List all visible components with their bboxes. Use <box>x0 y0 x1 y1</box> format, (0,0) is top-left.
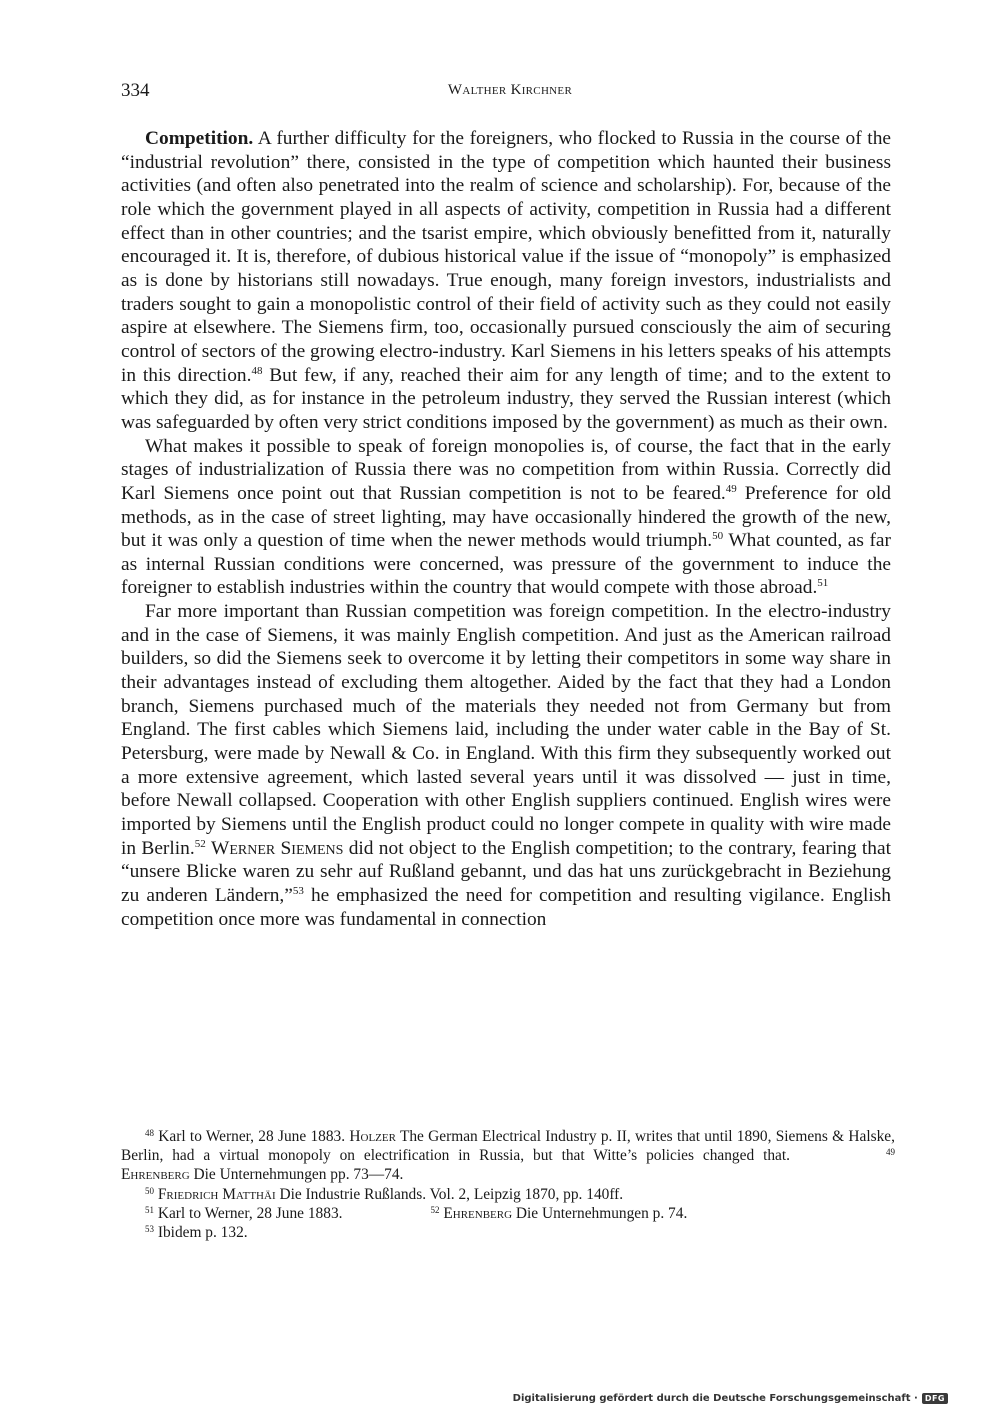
person-name: Werner Siemens <box>211 837 344 859</box>
author-name: Ehrenberg <box>121 1166 190 1184</box>
digitization-credit <box>513 1393 948 1404</box>
author-name: Ehrenberg <box>443 1204 513 1222</box>
footnote-number: 49 <box>886 1147 895 1158</box>
footnote-ref[interactable]: 52 <box>194 837 206 850</box>
paragraph-3 <box>121 600 891 931</box>
footnote-text: Ibidem p. 132. <box>154 1224 248 1242</box>
footnote-48 <box>121 1127 895 1185</box>
paragraph-text: Far more important than Russian competition was foreign competition. In the electro-industry and in the case of Siemens, it was mainly English competition. And just as the American railroad builders, so did the Siemens seek to overcome it by letting their competitors in some way share in their advantages instead of excluding them altogether. Aided by the fact that they had a London branch, Siemens purchased much of the materials they needed not from Germany but from England. The first cables which Siemens laid, including the under water cable in the Bay of St. Petersburg, were made by Newall & Co. in England. With this firm they subsequently worked out a more extensive agreement, which lasted several years until it was dissolved — just in time, before Newall collapsed. Cooperation with other English suppliers continued. English wires were imported by Siemens until the English product could no longer compete in quality with wire made in Berlin. <box>121 601 891 859</box>
paragraph-2 <box>121 435 891 601</box>
footnote-ref[interactable]: 50 <box>712 530 724 543</box>
running-head: Walther Kirchner <box>447 82 573 98</box>
section-title: Competition. <box>145 128 254 149</box>
paragraph-text: A further difficulty for the foreigners, who flocked to Russia in the course of the “industrial revolution” there, consisted in the type of competition which haunted their business activities (and often also penetrated into the realm of science and scholarship). For, because of the role which the government played in all aspects of activity, competition in Russia had a different effect than in other countries; and the tsarist empire, which obviously benefitted from it, naturally encouraged it. It is, therefore, of dubious historical value if the issue of “monopoly” is emphasized as is done by historians still nowadays. True enough, many foreign investors, industrialists and traders sought to gain a monopolistic control of their field of activity such as they could not easily aspire at elsewhere. The Siemens firm, too, occasionally pursued consciously the aim of securing control of sectors of the growing electro-industry. Karl Siemens in his letters speaks of his attempts in this direction. <box>121 128 891 386</box>
paragraph-text: What makes it possible to speak of foreign monopolies is, of course, the fact that in the early stages of industrialization of Russia there was no competition from within Russia. Correctly did Karl Siemens once point out that Russian competition is not to be feared. <box>121 435 891 504</box>
footnote-ref[interactable]: 49 <box>725 482 737 495</box>
paragraph-1 <box>121 127 891 435</box>
footnote-number: 53 <box>145 1224 154 1235</box>
dfg-logo-icon: DFG <box>922 1393 948 1404</box>
footnote-text: The German Electrical Industry p. II, writes that until 1890, Siemens & Halske, Berlin, had a virtual monopoly on electrification in Russia, but that Witte’s policies changed that. <box>121 1128 895 1165</box>
page-number: 334 <box>121 80 150 101</box>
paragraph-text: What counted, as far as internal Russian conditions were concerned, was pressure of the government to induce the foreigner to establish industries within the country that would compete with those abroad. <box>121 530 892 599</box>
paragraph-text: But few, if any, reached their aim for any length of time; and to the extent to which they did, as for instance in the petroleum industry, they served the Russian interest (which was safeguarded by often very strict conditions imposed by the government) as much as their own. <box>121 364 892 433</box>
paragraph-text: did not object to the English competition; to the contrary, fearing that “unsere Blicke waren zu sehr auf Rußland gebannt, und das hat uns zurückgebracht in Beziehung zu anderen Ländern,” <box>121 837 891 906</box>
footnote-number: 50 <box>145 1185 154 1196</box>
author-name: Holzer <box>349 1128 396 1145</box>
footnote-number: 48 <box>145 1128 154 1138</box>
footnote-50 <box>121 1185 895 1204</box>
footnote-number: 52 <box>430 1204 440 1215</box>
main-text <box>121 127 891 931</box>
footnote-text: Die Unternehmungen pp. 73—74. <box>189 1166 404 1184</box>
footnote-text: Die Unternehmungen p. 74. <box>512 1204 688 1222</box>
footnote-text: Die Industrie Rußlands. Vol. 2, Leipzig 1870, pp. 140ff. <box>275 1185 624 1203</box>
paragraph-text: he emphasized the need for competition and resulting vigilance. English competition once more was fundamental in connection <box>121 885 891 930</box>
footnote-ref[interactable]: 53 <box>292 885 304 897</box>
footnote-text: Karl to Werner, 28 June 1883. <box>154 1204 343 1222</box>
footnote-text: Karl to Werner, 28 June 1883. <box>154 1128 350 1145</box>
author-name: Friedrich Matthäi <box>157 1185 276 1203</box>
footnote-ref[interactable]: 51 <box>817 577 829 590</box>
footnote-ref[interactable]: 48 <box>251 364 263 377</box>
credit-text: Digitalisierung gefördert durch die Deutsche Forschungsgemeinschaft · <box>512 1393 918 1404</box>
paragraph-text: Preference for old methods, as in the case of street lighting, may have occasionally hindered the growth of the new, but it was only a question of time when the newer methods would triumph. <box>121 482 891 552</box>
footnote-number: 51 <box>145 1204 154 1215</box>
footnotes <box>121 1127 895 1242</box>
footnote-51 <box>121 1204 895 1223</box>
footnote-53 <box>121 1223 895 1242</box>
